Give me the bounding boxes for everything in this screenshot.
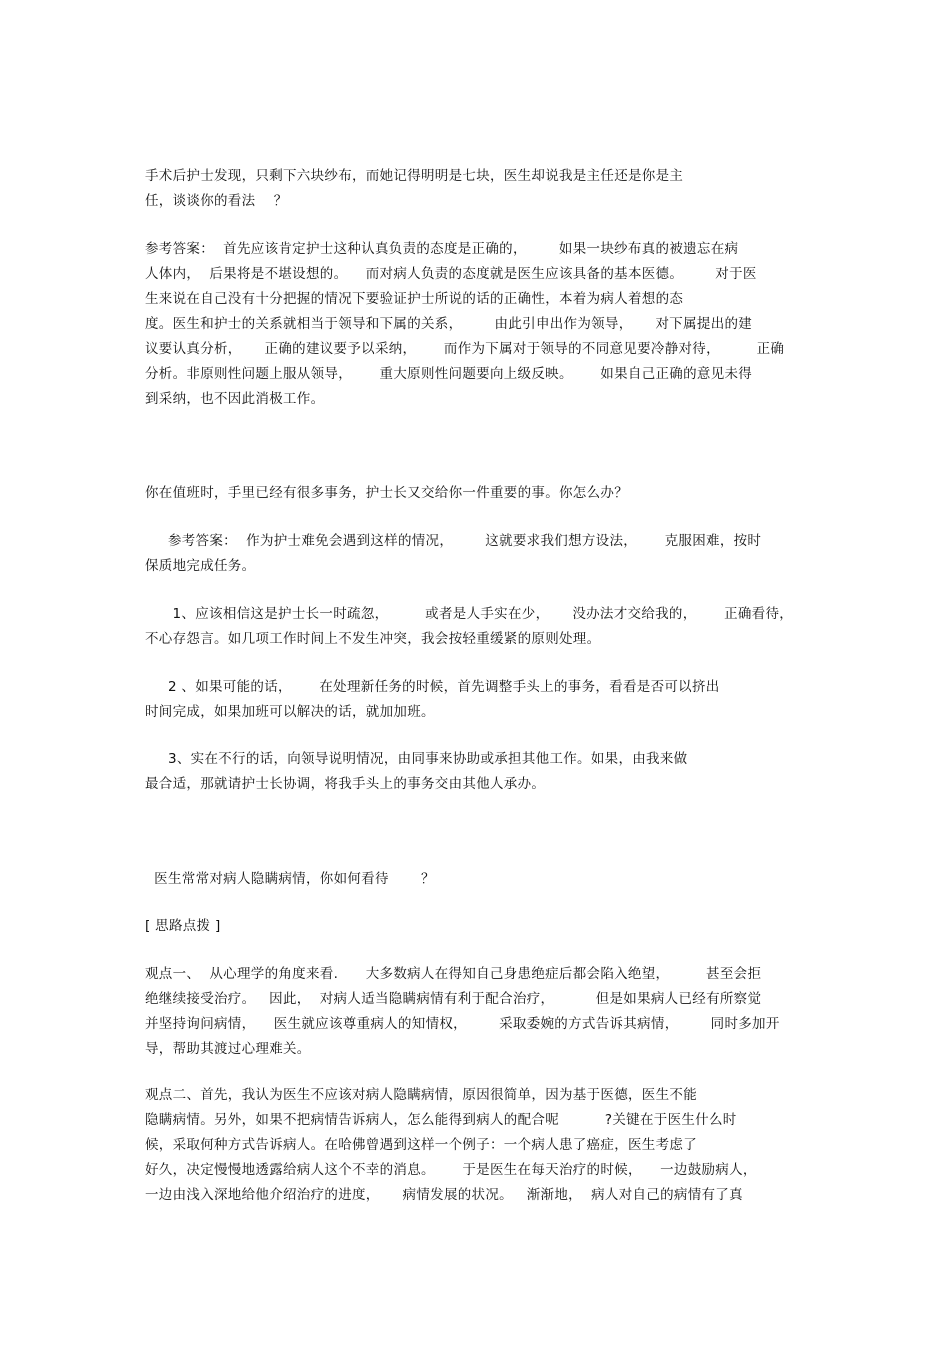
text-line: 最合适，那就请护士长协调，将我手头上的事务交由其他人承办。	[145, 776, 546, 792]
text-line: 观点一、 从心理学的角度来看. 大多数病人在得知自己身患绝症后都会陷入绝望， 甚至会拒	[145, 966, 762, 982]
text-line: 参考答案： 作为护士难免会遇到这样的情况， 这就要求我们想方设法， 克服困难，按时	[145, 533, 762, 549]
text-line: 度。医生和护士的关系就相当于领导和下属的关系， 由此引申出作为领导， 对下属提出的建	[145, 316, 753, 332]
text-line: 人体内， 后果将是不堪设想的。 而对病人负责的态度就是医生应该具备的基本医德。 对于医	[145, 266, 757, 282]
text-line: 参考答案： 首先应该肯定护士这种认真负责的态度是正确的， 如果一块纱布真的被遗忘在病	[145, 241, 739, 257]
text-line: 时间完成，如果加班可以解决的话，就加加班。	[145, 704, 435, 720]
text-line: 2 、如果可能的话， 在处理新任务的时候，首先调整手头上的事务，看看是否可以挤出	[145, 679, 720, 695]
text-line: 并坚持询问病情， 医生就应该尊重病人的知情权， 采取委婉的方式告诉其病情， 同时多加开	[145, 1016, 780, 1032]
text-line: 到采纳，也不因此消极工作。	[145, 391, 325, 407]
text-line: 1、应该相信这是护士长一时疏忽， 或者是人手实在少， 没办法才交给我的， 正确看待，	[145, 606, 794, 622]
text-line: 好久，决定慢慢地透露给病人这个不幸的消息。 于是医生在每天治疗的时候， 一边鼓励病人，	[145, 1162, 757, 1178]
text-line: 手术后护士发现，只剩下六块纱布，而她记得明明是七块，医生却说我是主任还是你是主	[145, 168, 684, 184]
text-line: 你在值班时，手里已经有很多事务，护士长又交给你一件重要的事。你怎么办？	[145, 485, 628, 501]
text-line: 观点二、首先，我认为医生不应该对病人隐瞒病情，原因很简单，因为基于医德，医生不能	[145, 1087, 697, 1103]
text-line: 不心存怨言。如几项工作时间上不发生冲突，我会按轻重缓紧的原则处理。	[145, 631, 601, 647]
text-line: 医生常常对病人隐瞒病情，你如何看待 ？	[145, 871, 435, 887]
text-line: 候，采取何种方式告诉病人。在哈佛曾遇到这样一个例子：一个病人患了癌症，医生考虑了	[145, 1137, 697, 1153]
text-line: 保质地完成任务。	[145, 558, 256, 574]
text-line: 隐瞒病情。另外，如果不把病情告诉病人，怎么能得到病人的配合呢 ?关键在于医生什么时	[145, 1112, 737, 1128]
text-line: 分析。非原则性问题上服从领导， 重大原则性问题要向上级反映。 如果自己正确的意见未得	[145, 366, 753, 382]
text-line: 任，谈谈你的看法 ？	[145, 193, 288, 209]
text-line: [ 思路点拨 ]	[145, 918, 221, 934]
text-line: 绝继续接受治疗。 因此， 对病人适当隐瞒病情有利于配合治疗， 但是如果病人已经有所察觉	[145, 991, 762, 1007]
text-line: 3、实在不行的话，向领导说明情况，由同事来协助或承担其他工作。如果，由我来做	[145, 751, 688, 767]
text-line: 议要认真分析， 正确的建议要予以采纳， 而作为下属对于领导的不同意见要冷静对待， 正确	[145, 341, 785, 357]
text-line: 生来说在自己没有十分把握的情况下要验证护士所说的话的正确性，本着为病人着想的态	[145, 291, 684, 307]
text-line: 一边由浅入深地给他介绍治疗的进度， 病情发展的状况。 渐渐地， 病人对自己的病情有了真	[145, 1187, 743, 1203]
text-line: 导，帮助其渡过心理难关。	[145, 1041, 311, 1057]
